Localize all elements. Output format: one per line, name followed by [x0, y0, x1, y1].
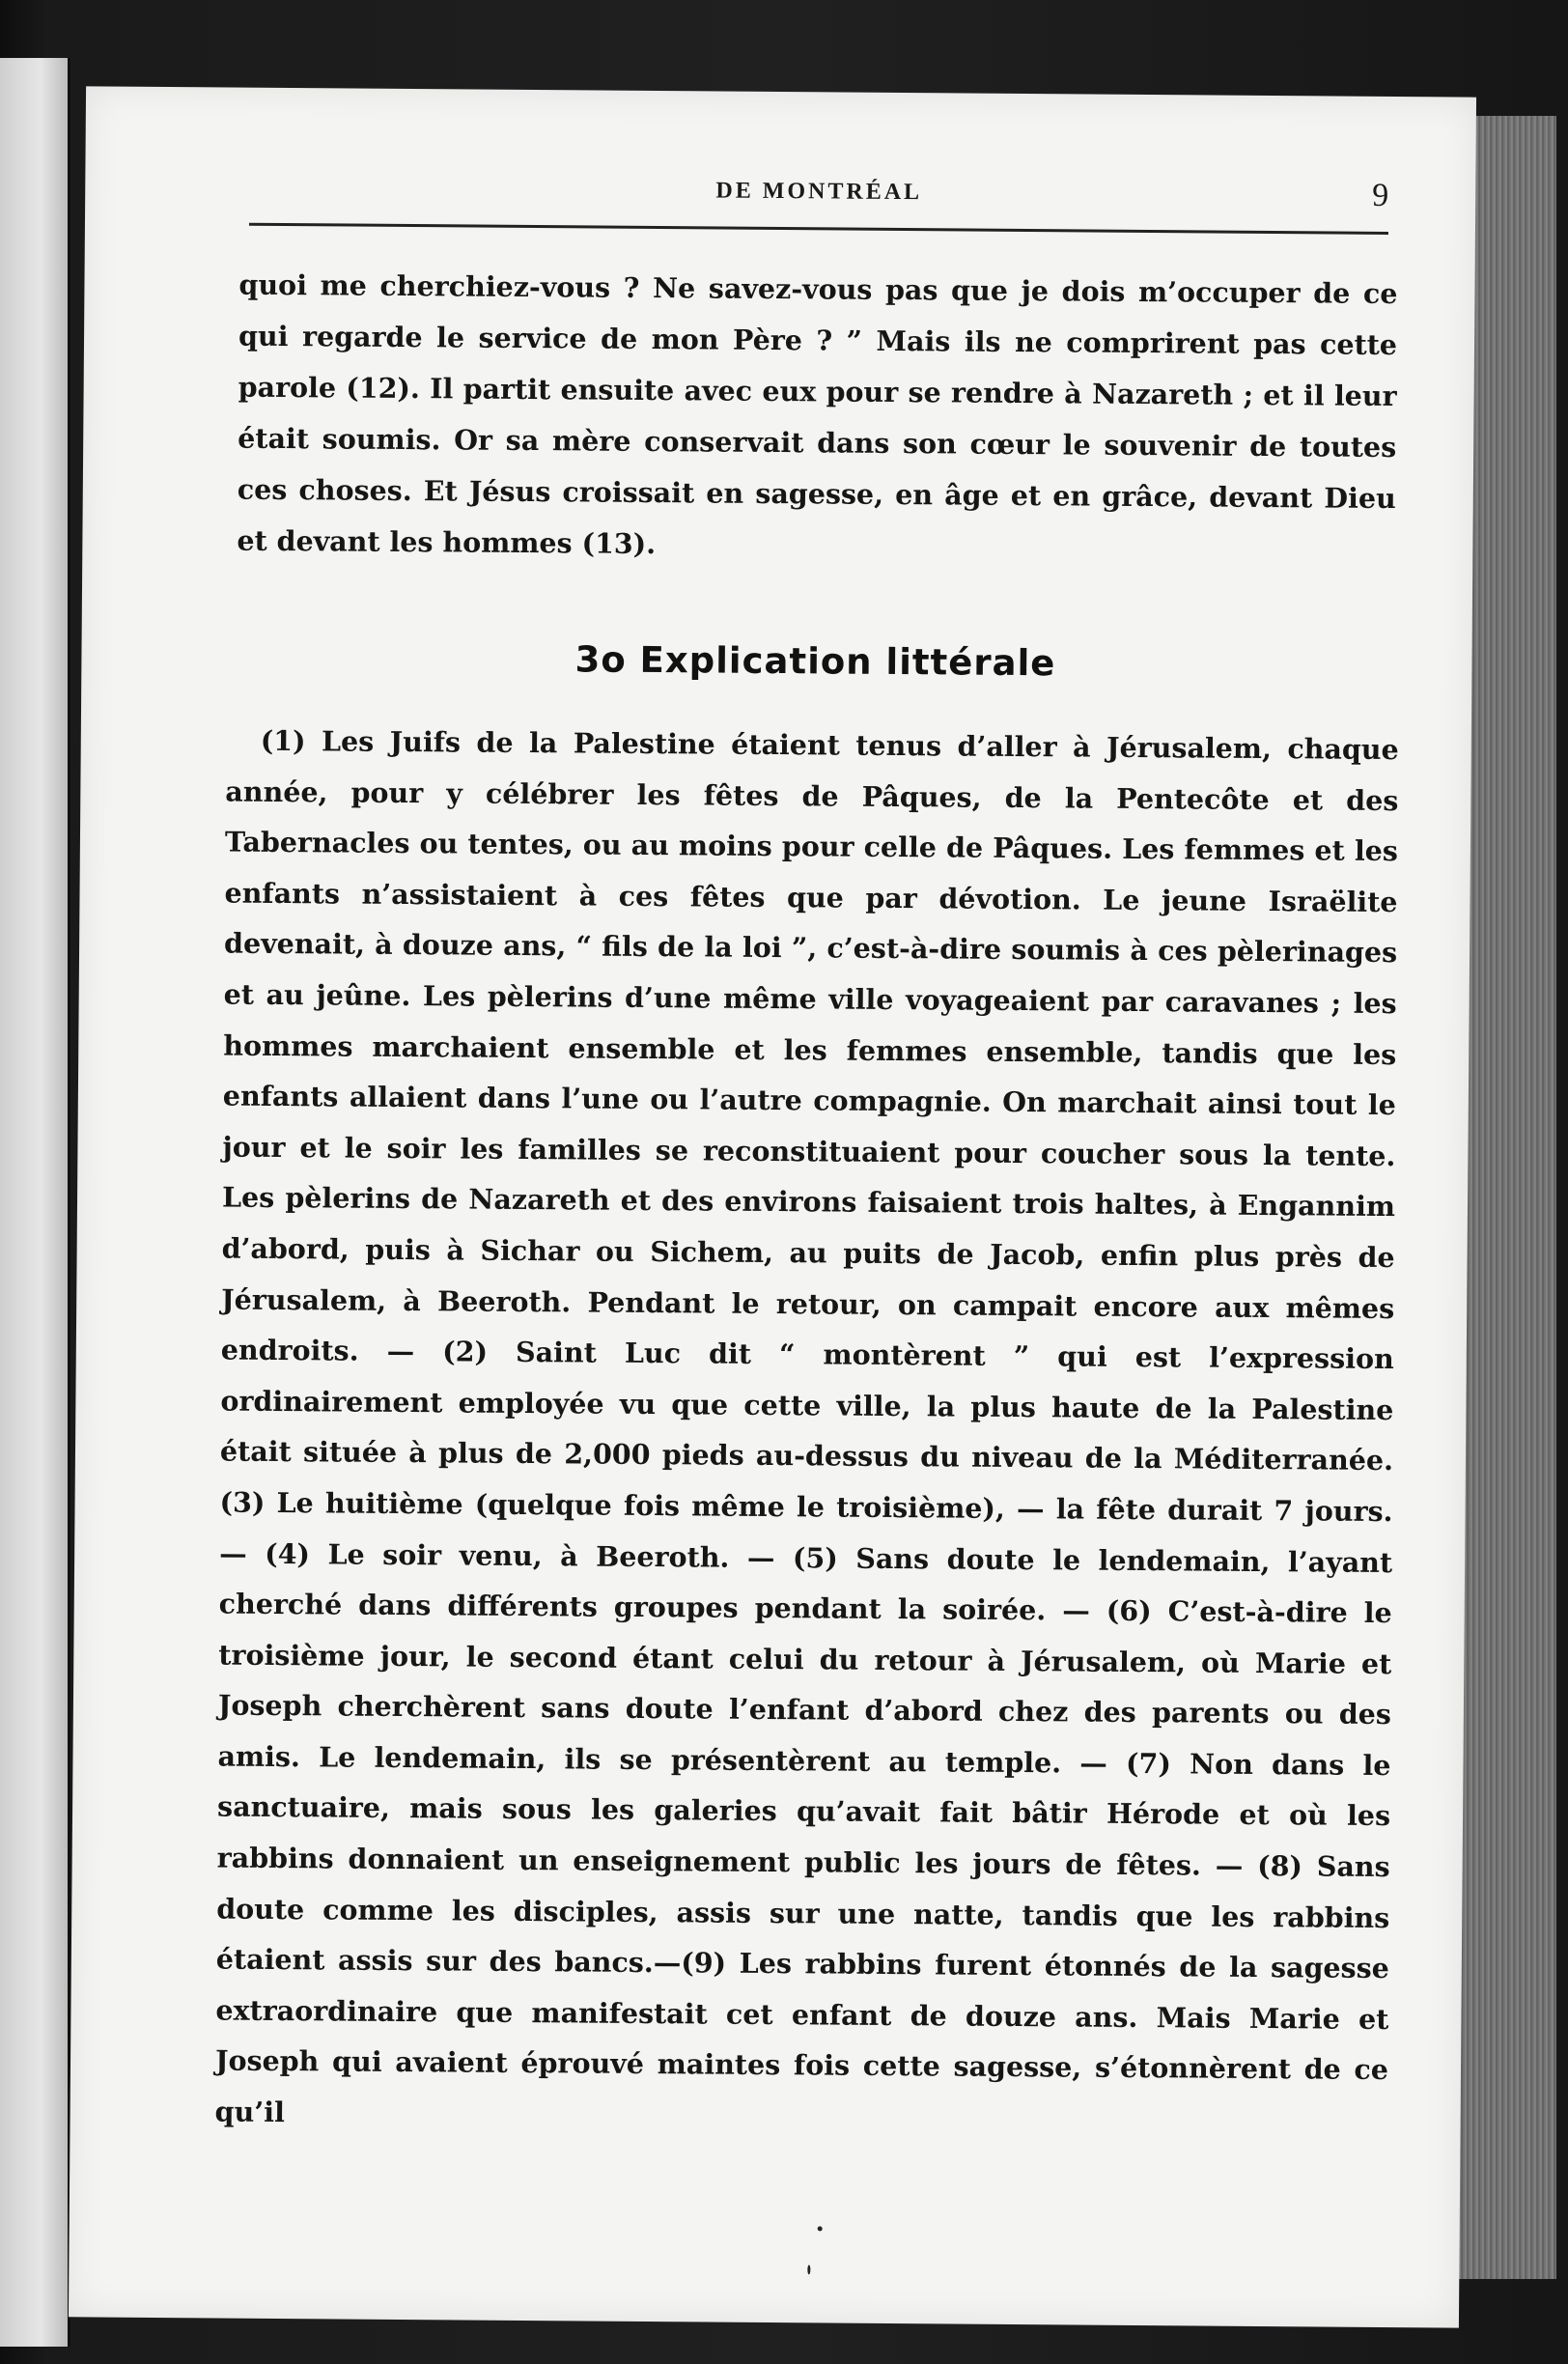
body-paragraph: quoi me cherchiez-vous ? Ne savez-vous pas que je dois m’occuper de ce qui regarde le service de mon Père ? ” Mais ils ne comprirent pas cette parole (12). Il partit ensuite avec eux pour se rendre à Nazareth ; et il leur était soumis. Or sa mère conservait dans son cœur le souvenir de toutes ces choses. Et Jésus croissait en sagesse, en âge et en grâce, devant Dieu et devant les hommes (13).	[237, 267, 1398, 561]
explanatory-notes	[214, 716, 1399, 2147]
previous-page-edge	[0, 58, 70, 2347]
ink-speck	[807, 2265, 810, 2274]
ink-speck	[818, 2226, 823, 2231]
section-heading: 3o Explication littérale	[574, 638, 1056, 685]
running-head	[249, 175, 1388, 222]
page-number: 9	[1372, 177, 1389, 213]
book-page	[69, 86, 1476, 2327]
body-text	[237, 260, 1397, 576]
running-title: DE MONTRÉAL	[715, 178, 923, 206]
header-rule	[249, 223, 1388, 235]
notes-paragraph: (1) Les Juifs de la Palestine étaient tenus d’aller à Jérusalem, chaque année, pour y célébrer les fêtes de Pâques, de la Pentecôte et des Tabernacles ou tentes, ou au moins pour celle de Pâques. Les femmes et les enfants n’assistaient à ces fêtes que par dévotion. Le jeune Israëlite devenait, à douze ans, “ fils de la loi ”, c’est-à-dire soumis à ces pèlerinages et au jeûne. Les pèlerins d’une même ville voyageaient par caravanes ; les hommes marchaient ensemble et les femmes ensemble, tandis que les enfants allaient dans l’une ou l’autre compagnie. On marchait ainsi tout le jour et le soir les familles se reconstituaient pour coucher sous la tente. Les pèlerins de Nazareth et des environs faisaient trois haltes, à Engannim d’abord, puis à Sichar ou Sichem, au puits de Jacob, enfin plus près de Jérusalem, à Beeroth. Pendant le retour, on campait encore aux mêmes endroits. — (2) Saint Luc dit “ montèrent ” qui est l’expression ordinairement employée vu que cette ville, la plus haute de la Palestine était située à plus de 2,000 pieds au-dessus du niveau de la Méditerranée. (3) Le huitième (quelque fois même le troisième), — la fête durait 7 jours. — (4) Le soir venu, à Beeroth. — (5) Sans doute le lendemain, l’ayant cherché dans différents groupes pendant la soirée. — (6) C’est-à-dire le troisième jour, le second étant celui du retour à Jérusalem, où Marie et Joseph cherchèrent sans doute l’enfant d’abord chez des parents ou des amis. Le lendemain, ils se présentèrent au temple. — (7) Non dans le sanctuaire, mais sous les galeries qu’avait fait bâtir Hérode et où les rabbins donnaient un enseignement public les jours de fêtes. — (8) Sans doute comme les disciples, assis sur une natte, tandis que les rabbins étaient assis sur des bancs.—(9) Les rabbins furent étonnés de la sagesse extraordinaire que manifestait cet enfant de douze ans. Mais Marie et Joseph qui avaient éprouvé maintes fois cette sagesse, s’étonnèrent de ce qu’il	[214, 723, 1399, 2129]
